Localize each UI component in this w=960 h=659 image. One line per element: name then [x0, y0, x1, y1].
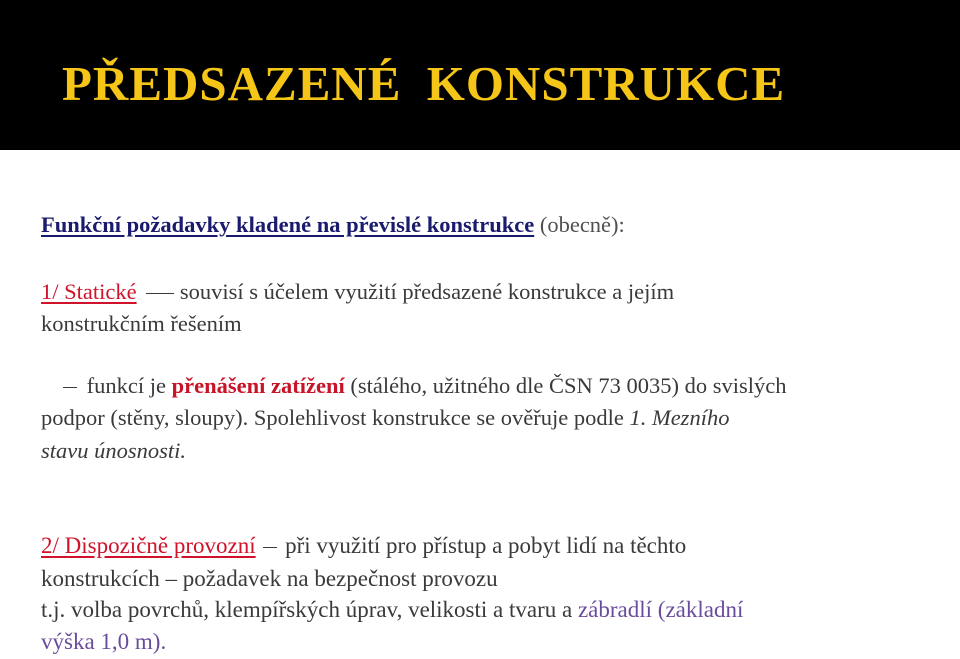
function-dash [63, 387, 77, 388]
slide-title: PŘEDSAZENÉ KONSTRUKCE [62, 56, 786, 111]
function-limit-state: 1. Mezního [629, 405, 730, 430]
dispositional-requirement-label: 2/ Dispozičně provozní [41, 533, 256, 558]
dispositional-details-text: t.j. volba povrchů, klempířských úprav, velikosti a tvaru a [41, 597, 573, 622]
function-line-3: stavu únosnosti. [41, 438, 187, 463]
dispositional-dash [263, 547, 277, 548]
dispositional-requirement-line [41, 532, 686, 560]
function-text: (stálého, užitného dle ČSN 73 0035) do svislých [350, 373, 787, 398]
function-line-2 [41, 404, 729, 432]
railing-height-line: výška 1,0 m). [41, 629, 167, 654]
railing-text: zábradlí (základní [577, 597, 744, 622]
static-dash [146, 293, 174, 294]
function-prefix: funkcí je [86, 373, 166, 398]
static-requirement-label: 1/ Statické [41, 279, 137, 304]
static-requirement-text: souvisí s účelem využití předsazené konstrukce a jejím [179, 279, 675, 304]
dispositional-line-2: konstrukcích – požadavek na bezpečnost provozu [41, 566, 498, 591]
function-reliability-text: podpor (stěny, sloupy). Spolehlivost konstrukce se ověřuje podle [41, 405, 624, 430]
dispositional-requirement-text: při využití pro přístup a pobyt lidí na těchto [285, 533, 687, 558]
function-bold-transfer: přenášení [171, 373, 266, 398]
title-bar [0, 0, 960, 150]
requirements-heading-suffix: (obecně): [539, 212, 625, 237]
function-line [63, 372, 787, 400]
dispositional-line-3 [41, 596, 743, 624]
static-requirement-line [41, 278, 674, 306]
requirements-heading: Funkční požadavky kladené na převislé konstrukce [41, 212, 535, 237]
function-bold-load: zatížení [270, 373, 345, 398]
requirements-heading-line [41, 211, 625, 239]
static-requirement-line-2: konstrukčním řešením [41, 311, 242, 336]
